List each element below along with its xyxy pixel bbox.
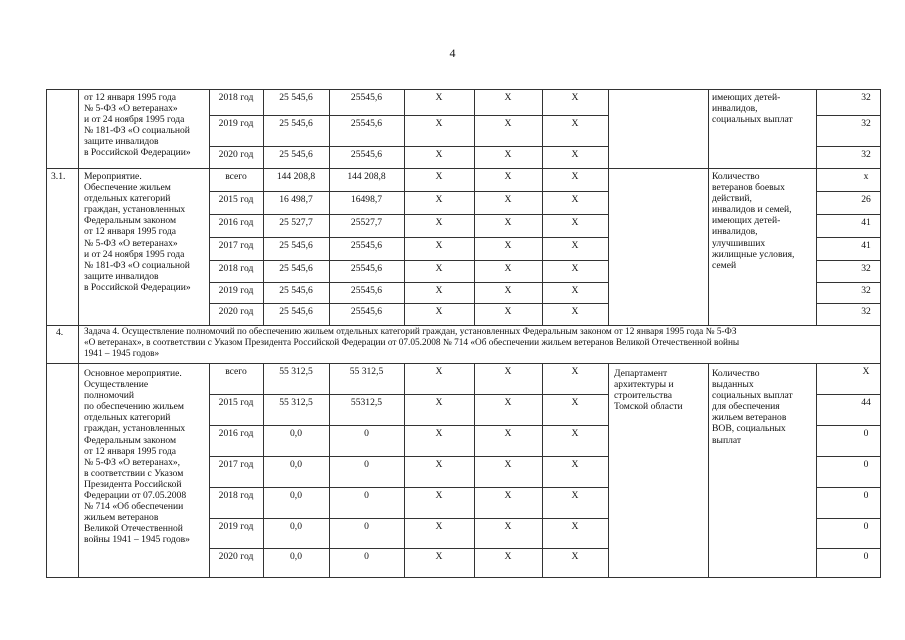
grid-line: [329, 363, 330, 578]
block3-c1-cell: Х: [435, 397, 443, 408]
block3-period-cell: 2020 год: [218, 551, 254, 562]
grid-line: [209, 260, 609, 261]
block2-period-cell: 2017 год: [218, 240, 254, 251]
program-table: [46, 89, 880, 577]
block2-c3-cell: Х: [571, 306, 579, 317]
block2-c1-cell: Х: [435, 171, 443, 182]
grid-line: [209, 191, 609, 192]
block2-federal-cell: 25545,6: [350, 263, 383, 274]
block2-total-cell: 25 545,6: [279, 240, 313, 251]
grid-line: [816, 303, 881, 304]
grid-line: [708, 363, 709, 578]
grid-line: [816, 260, 881, 261]
grid-line: [816, 237, 881, 238]
block2-c2-cell: Х: [504, 285, 512, 296]
block2-description: Мероприятие. Обеспечение жильем отдельных категорий граждан, установленных Федеральным законом от 12 января 1995 года № 5-ФЗ «О ветеранах» и от 24 ноября 1995 года № 181-ФЗ «О социальной защите инвалидов в Российской Федерации»: [84, 171, 191, 293]
grid-line: [46, 577, 881, 578]
grid-line: [46, 325, 881, 326]
block2-period-cell: всего: [225, 171, 247, 182]
block1-c2-cell: Х: [504, 149, 512, 160]
grid-line: [816, 282, 881, 283]
grid-line: [816, 487, 881, 488]
block1-total-cell: 25 545,6: [279, 149, 313, 160]
block2-total-cell: 16 498,7: [279, 194, 313, 205]
grid-line: [209, 548, 609, 549]
block2-c3-cell: Х: [571, 263, 579, 274]
grid-line: [46, 168, 47, 326]
block2-c1-cell: Х: [435, 240, 443, 251]
block1-value-cell: 32: [861, 92, 871, 103]
task-text: Задача 4. Осуществление полномочий по обеспечению жильем отдельных категорий граждан, установленных Федеральным законом от 12 января 1995 года № 5-ФЗ «О ветеранах», в соответствии с Указом Президента Российской Федерации от 07.05.2008 № 714 «Об обеспечении жильем ветеранов Великой Отечественной войны 1941 – 1945 годов»: [84, 327, 740, 360]
grid-line: [209, 394, 609, 395]
block2-value-cell: 26: [861, 194, 871, 205]
grid-line: [880, 168, 881, 326]
block2-federal-cell: 25545,6: [350, 306, 383, 317]
block2-period-cell: 2019 год: [218, 285, 254, 296]
block1-c3-cell: Х: [571, 92, 579, 103]
grid-line: [880, 325, 881, 364]
grid-line: [816, 425, 881, 426]
block3-c1-cell: Х: [435, 459, 443, 470]
block3-c3-cell: Х: [571, 428, 579, 439]
grid-line: [46, 363, 881, 364]
block2-value-cell: 41: [861, 217, 871, 228]
block3-c1-cell: Х: [435, 366, 443, 377]
block2-period-cell: 2020 год: [218, 306, 254, 317]
block1-period-cell: 2019 год: [218, 118, 254, 129]
block3-indicator: Количество выданных социальных выплат для обеспечения жильем ветеранов ВОВ, социальных выплат: [712, 368, 793, 446]
grid-line: [209, 518, 609, 519]
grid-line: [209, 487, 609, 488]
block3-total-cell: 55 312,5: [279, 397, 313, 408]
grid-line: [46, 363, 47, 578]
block3-c2-cell: Х: [504, 428, 512, 439]
block2-value-cell: 32: [861, 285, 871, 296]
grid-line: [816, 146, 881, 147]
block2-c1-cell: Х: [435, 306, 443, 317]
grid-line: [209, 146, 609, 147]
grid-line: [209, 425, 609, 426]
block3-period-cell: 2016 год: [218, 428, 254, 439]
grid-line: [209, 237, 609, 238]
grid-line: [816, 363, 817, 578]
block3-value-cell: 0: [863, 490, 869, 501]
block1-federal-cell: 25545,6: [350, 149, 383, 160]
block3-c3-cell: Х: [571, 397, 579, 408]
block2-c3-cell: Х: [571, 194, 579, 205]
block1-period-cell: 2020 год: [218, 149, 254, 160]
block2-c2-cell: Х: [504, 306, 512, 317]
grid-line: [46, 168, 881, 169]
block1-federal-cell: 25545,6: [350, 118, 383, 129]
grid-line: [209, 303, 609, 304]
block3-value-cell: 0: [863, 459, 869, 470]
block2-federal-cell: 25545,6: [350, 285, 383, 296]
block1-c2-cell: Х: [504, 92, 512, 103]
block3-c1-cell: Х: [435, 428, 443, 439]
block1-period-cell: 2018 год: [218, 92, 254, 103]
block3-c3-cell: Х: [571, 459, 579, 470]
block1-c1-cell: Х: [435, 92, 443, 103]
block2-number: 3.1.: [51, 171, 66, 182]
block3-total-cell: 0,0: [290, 521, 302, 532]
block1-c2-cell: Х: [504, 118, 512, 129]
block3-total-cell: 0,0: [290, 551, 302, 562]
grid-line: [209, 363, 210, 578]
grid-line: [209, 282, 609, 283]
grid-line: [880, 363, 881, 578]
grid-line: [263, 363, 264, 578]
block3-period-cell: 2018 год: [218, 490, 254, 501]
grid-line: [816, 89, 817, 169]
grid-line: [816, 394, 881, 395]
grid-line: [46, 89, 881, 90]
block3-c2-cell: Х: [504, 551, 512, 562]
block2-c1-cell: Х: [435, 263, 443, 274]
block3-c3-cell: Х: [571, 521, 579, 532]
block3-description: Основное мероприятие. Осуществление полномочий по обеспечению жильем отдельных категорий граждан, установленных Федеральным законом от 12 января 1995 года № 5-ФЗ «О ветеранах», в соответствии с Указом Президента Российской Федерации от 07.05.2008 № 714 «Об обеспечении жильем ветеранов Великой Отечественной войны 1941 – 1945 годов»: [84, 368, 190, 546]
grid-line: [209, 115, 609, 116]
block3-federal-cell: 0: [364, 459, 369, 470]
block2-value-cell: х: [863, 171, 869, 182]
block3-executor: Департамент архитектуры и строительства Томской области: [614, 368, 683, 413]
block2-c1-cell: Х: [435, 217, 443, 228]
block3-federal-cell: 0: [364, 490, 369, 501]
block2-federal-cell: 25527,7: [350, 217, 383, 228]
block1-c1-cell: Х: [435, 118, 443, 129]
grid-line: [46, 89, 47, 169]
block3-c2-cell: Х: [504, 490, 512, 501]
block1-c3-cell: Х: [571, 149, 579, 160]
block2-c2-cell: Х: [504, 240, 512, 251]
block2-period-cell: 2015 год: [218, 194, 254, 205]
grid-line: [816, 548, 881, 549]
block3-value-cell: 0: [863, 551, 869, 562]
block3-c3-cell: Х: [571, 551, 579, 562]
block3-value-cell: 0: [863, 428, 869, 439]
block1-value-cell: 32: [861, 118, 871, 129]
grid-line: [708, 89, 709, 169]
grid-line: [78, 325, 79, 364]
block3-total-cell: 0,0: [290, 428, 302, 439]
block3-period-cell: 2017 год: [218, 459, 254, 470]
block3-period-cell: 2015 год: [218, 397, 254, 408]
block3-total-cell: 0,0: [290, 490, 302, 501]
block2-total-cell: 25 527,7: [279, 217, 313, 228]
grid-line: [78, 168, 79, 326]
grid-line: [608, 363, 609, 578]
block2-federal-cell: 144 208,8: [347, 171, 386, 182]
block2-c1-cell: Х: [435, 285, 443, 296]
block3-c1-cell: Х: [435, 551, 443, 562]
block3-federal-cell: 55 312,5: [349, 366, 384, 377]
block2-c2-cell: Х: [504, 217, 512, 228]
block2-value-cell: 32: [861, 306, 871, 317]
block1-indicator: имеющих детей- инвалидов, социальных выплат: [712, 92, 793, 126]
block3-c1-cell: Х: [435, 521, 443, 532]
grid-line: [816, 115, 881, 116]
block3-federal-cell: 55312,5: [350, 397, 383, 408]
grid-line: [78, 89, 79, 169]
grid-line: [816, 518, 881, 519]
block3-federal-cell: 0: [364, 428, 369, 439]
block2-c2-cell: Х: [504, 263, 512, 274]
block2-federal-cell: 16498,7: [350, 194, 383, 205]
grid-line: [816, 214, 881, 215]
block2-total-cell: 25 545,6: [279, 285, 313, 296]
block3-c3-cell: Х: [571, 366, 579, 377]
page-number: 4: [449, 46, 456, 60]
block3-period-cell: всего: [225, 366, 247, 377]
block3-c2-cell: Х: [504, 459, 512, 470]
block1-federal-cell: 25545,6: [350, 92, 383, 103]
block3-c1-cell: Х: [435, 490, 443, 501]
grid-line: [816, 191, 881, 192]
block1-c1-cell: Х: [435, 149, 443, 160]
block2-c1-cell: Х: [435, 194, 443, 205]
grid-line: [608, 89, 609, 169]
block3-c3-cell: Х: [571, 490, 579, 501]
task-number: 4.: [56, 327, 64, 338]
block2-period-cell: 2016 год: [218, 217, 254, 228]
block2-total-cell: 144 208,8: [276, 171, 316, 182]
block3-federal-cell: 0: [364, 551, 369, 562]
block2-c3-cell: Х: [571, 217, 579, 228]
block1-c3-cell: Х: [571, 118, 579, 129]
block3-value-cell: 0: [863, 521, 869, 532]
grid-line: [78, 363, 79, 578]
block1-total-cell: 25 545,6: [279, 92, 313, 103]
block1-total-cell: 25 545,6: [279, 118, 313, 129]
block3-c2-cell: Х: [504, 521, 512, 532]
block3-value-cell: Х: [862, 366, 870, 377]
block1-description: от 12 января 1995 года № 5-ФЗ «О ветеранах» и от 24 ноября 1995 года № 181-ФЗ «О социальной защите инвалидов в Российской Федерации»: [84, 92, 191, 159]
block2-indicator: Количество ветеранов боевых действий, инвалидов и семей, имеющих детей- инвалидов, улучшивших жилищные условия, семей: [712, 171, 795, 271]
block3-period-cell: 2019 год: [218, 521, 254, 532]
grid-line: [816, 168, 817, 326]
block3-total-cell: 0,0: [290, 459, 302, 470]
block2-c2-cell: Х: [504, 171, 512, 182]
block3-c2-cell: Х: [504, 366, 512, 377]
block2-value-cell: 32: [861, 263, 871, 274]
block2-c3-cell: Х: [571, 285, 579, 296]
block2-total-cell: 25 545,6: [279, 306, 313, 317]
grid-line: [209, 214, 609, 215]
block3-value-cell: 44: [861, 397, 871, 408]
grid-line: [816, 456, 881, 457]
block2-federal-cell: 25545,6: [350, 240, 383, 251]
block2-value-cell: 41: [861, 240, 871, 251]
block3-total-cell: 55 312,5: [279, 366, 313, 377]
grid-line: [46, 325, 47, 364]
grid-line: [209, 456, 609, 457]
grid-line: [880, 89, 881, 169]
block3-c2-cell: Х: [504, 397, 512, 408]
block2-c3-cell: Х: [571, 171, 579, 182]
grid-line: [404, 363, 405, 578]
block1-value-cell: 32: [861, 149, 871, 160]
block3-federal-cell: 0: [364, 521, 369, 532]
grid-line: [542, 363, 543, 578]
grid-line: [708, 168, 709, 326]
block2-total-cell: 25 545,6: [279, 263, 313, 274]
grid-line: [608, 168, 609, 326]
block2-period-cell: 2018 год: [218, 263, 254, 274]
block2-c3-cell: Х: [571, 240, 579, 251]
block2-c2-cell: Х: [504, 194, 512, 205]
grid-line: [474, 363, 475, 578]
